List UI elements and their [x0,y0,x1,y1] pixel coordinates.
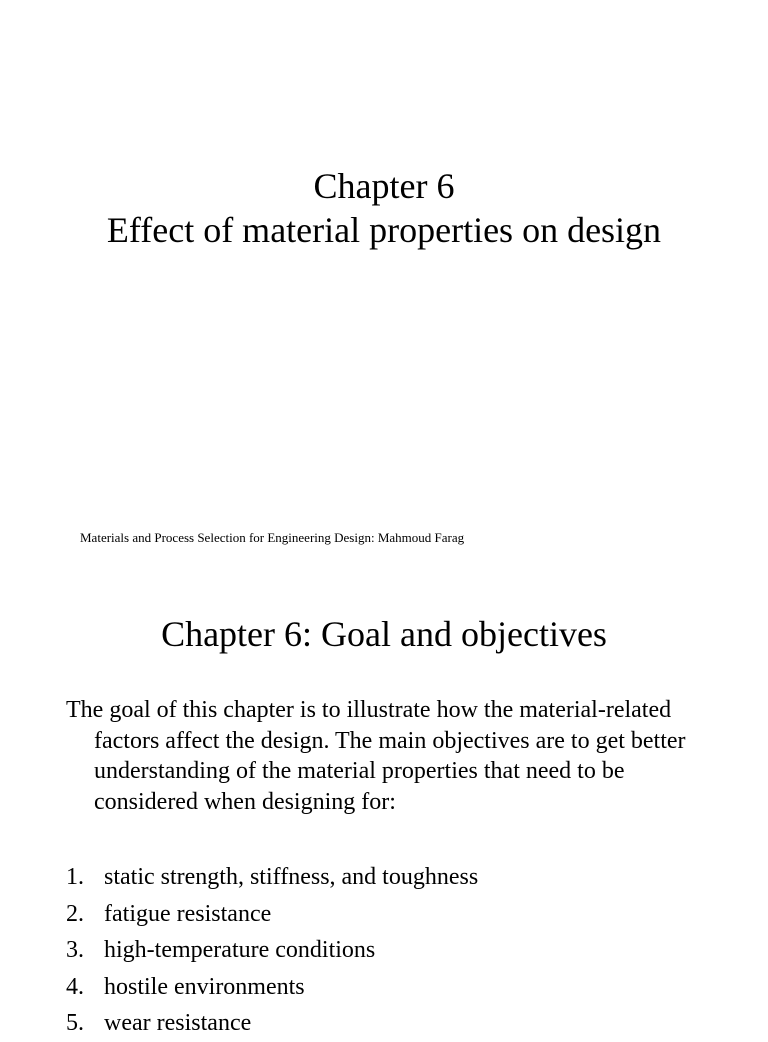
list-item-text: hostile environments [104,973,305,1000]
slide-title: Chapter 6: Goal and objectives [161,614,607,654]
list-item-number: 4. [66,973,84,1000]
slide-footer: Materials and Process Selection for Engineering Design: Mahmoud Farag [80,530,465,545]
list-item [66,932,478,969]
list-item-text: static strength, stiffness, and toughness [104,864,479,890]
objectives-slide [0,560,768,1036]
objectives-list [66,859,478,1042]
list-item-text: wear resistance [104,1010,252,1036]
list-item-number: 5. [66,1010,84,1036]
list-item [66,859,478,896]
chapter-title: Effect of material properties on design [106,210,662,250]
list-item [66,896,478,933]
list-item-text: fatigue resistance [104,900,272,927]
list-item-number: 1. [66,864,84,890]
list-item-number: 2. [66,900,84,927]
list-item-text: high-temperature conditions [104,937,376,963]
list-item-number: 3. [66,937,84,963]
list-item [66,969,478,1006]
goal-paragraph: The goal of this chapter is to illustrate how the material-related factors affect the design. The main objectives are to get better understanding of the material properties that need to be considered when designing for: [66,697,686,815]
chapter-number: Chapter 6 [313,166,455,206]
list-item [66,1005,478,1042]
